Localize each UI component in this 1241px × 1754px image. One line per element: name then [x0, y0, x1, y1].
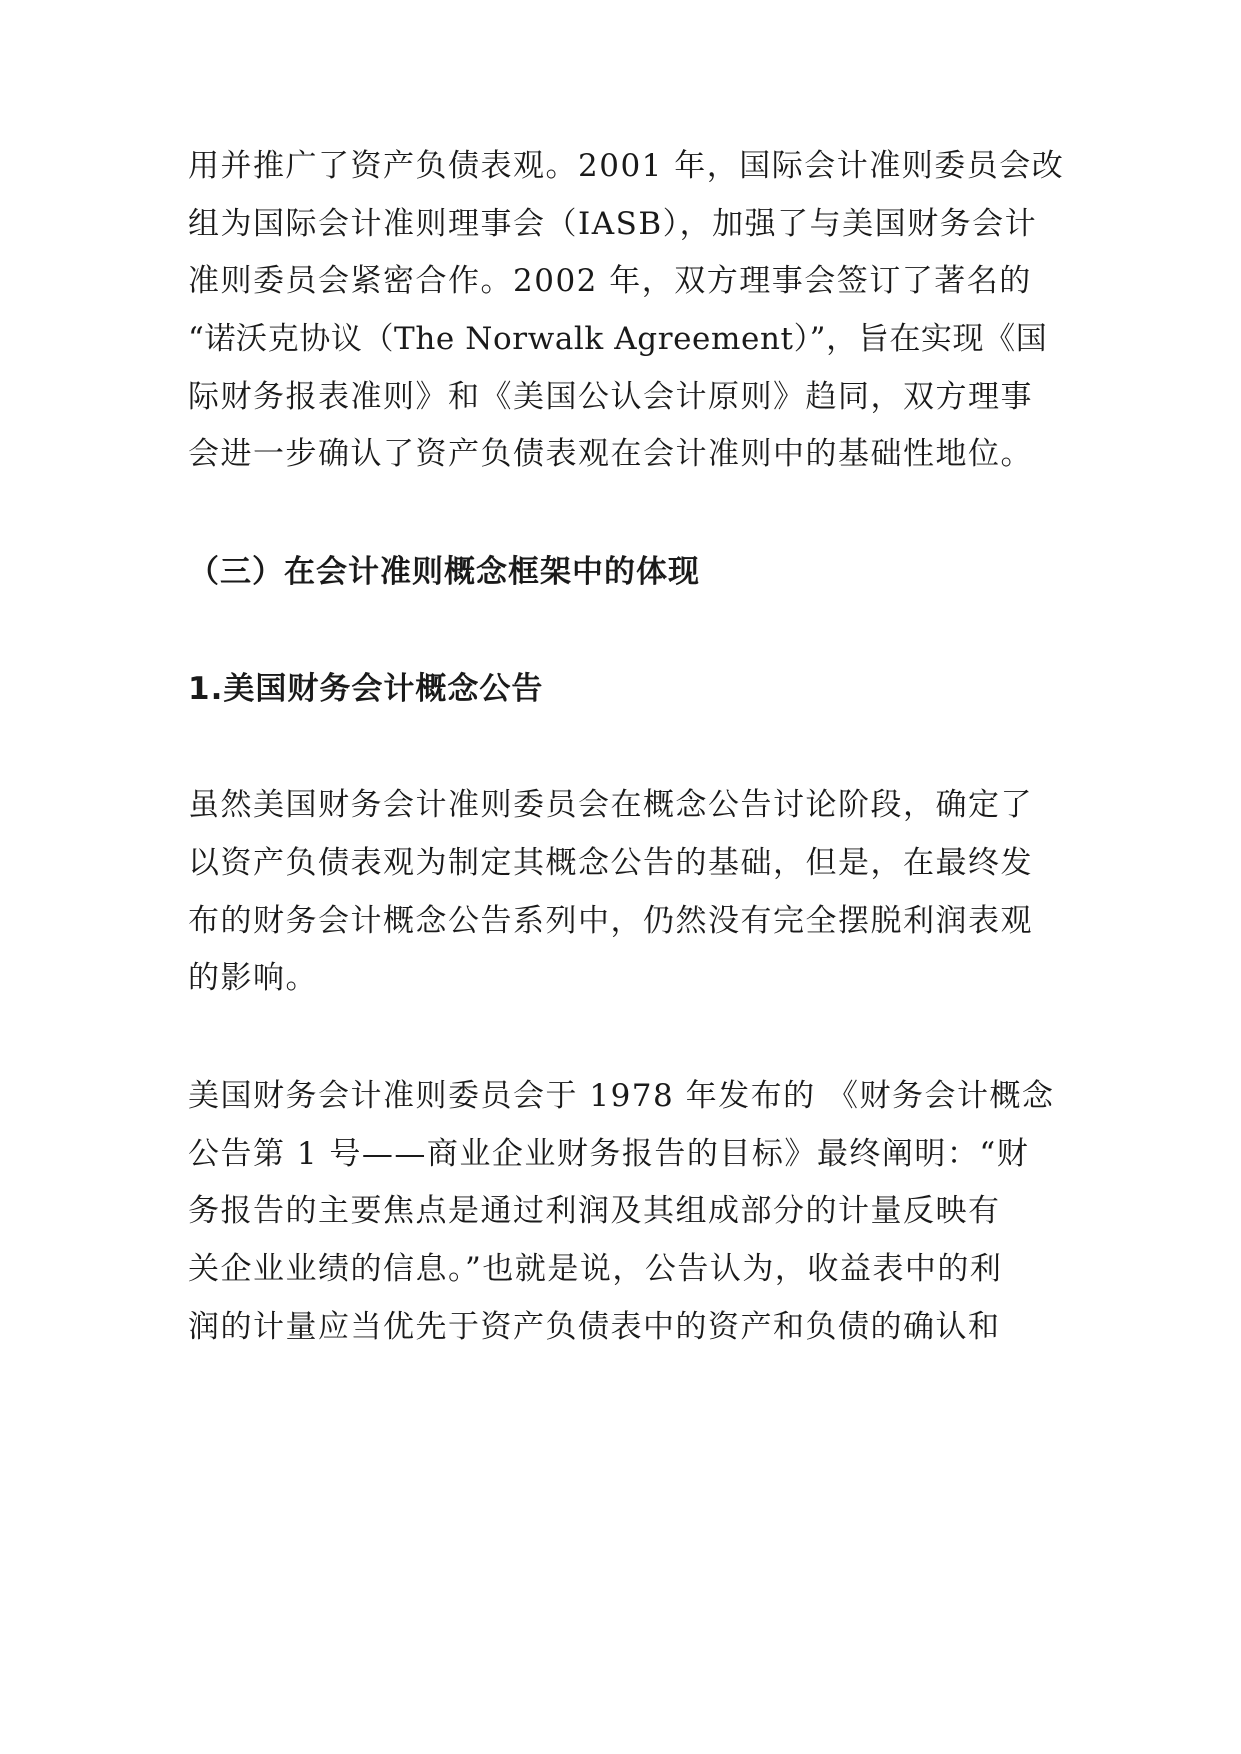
paragraph-1-line-3: 准则委员会紧密合作。2002 年，双方理事会签订了著名的 [188, 263, 1032, 299]
paragraph-3-line-2: 公告第 1 号——商业企业财务报告的目标》最终阐明：“财 [188, 1136, 1030, 1172]
subsection-heading: 1.美国财务会计概念公告 [188, 671, 544, 707]
paragraph-2-line-3: 布的财务会计概念公告系列中，仍然没有完全摆脱利润表观 [188, 903, 1033, 939]
paragraph-2-line-4: 的影响。 [188, 960, 318, 996]
paragraph-2-line-2: 以资产负债表观为制定其概念公告的基础，但是，在最终发 [188, 845, 1033, 881]
paragraph-1-line-1: 用并推广了资产负债表观。2001 年，国际会计准则委员会改 [188, 148, 1065, 184]
paragraph-2-line-1: 虽然美国财务会计准则委员会在概念公告讨论阶段，确定了 [188, 787, 1033, 823]
paragraph-3-line-3: 务报告的主要焦点是通过利润及其组成部分的计量反映有 [188, 1193, 1001, 1229]
paragraph-3-line-4: 关企业业绩的信息。”也就是说，公告认为，收益表中的利 [188, 1251, 1003, 1287]
section-heading: （三）在会计准则概念框架中的体现 [188, 554, 700, 590]
paragraph-1-line-2: 组为国际会计准则理事会（IASB），加强了与美国财务会计 [188, 206, 1038, 242]
paragraph-1-line-4: “诺沃克协议（The Norwalk Agreement）”，旨在实现《国 [188, 321, 1048, 357]
paragraph-1-line-6: 会进一步确认了资产负债表观在会计准则中的基础性地位。 [188, 436, 1033, 472]
paragraph-1-line-5: 际财务报表准则》和《美国公认会计原则》趋同，双方理事 [188, 379, 1033, 415]
paragraph-3-line-5: 润的计量应当优先于资产负债表中的资产和负债的确认和 [188, 1309, 1001, 1345]
paragraph-3-line-1: 美国财务会计准则委员会于 1978 年发布的 《财务会计概念 [188, 1078, 1055, 1114]
